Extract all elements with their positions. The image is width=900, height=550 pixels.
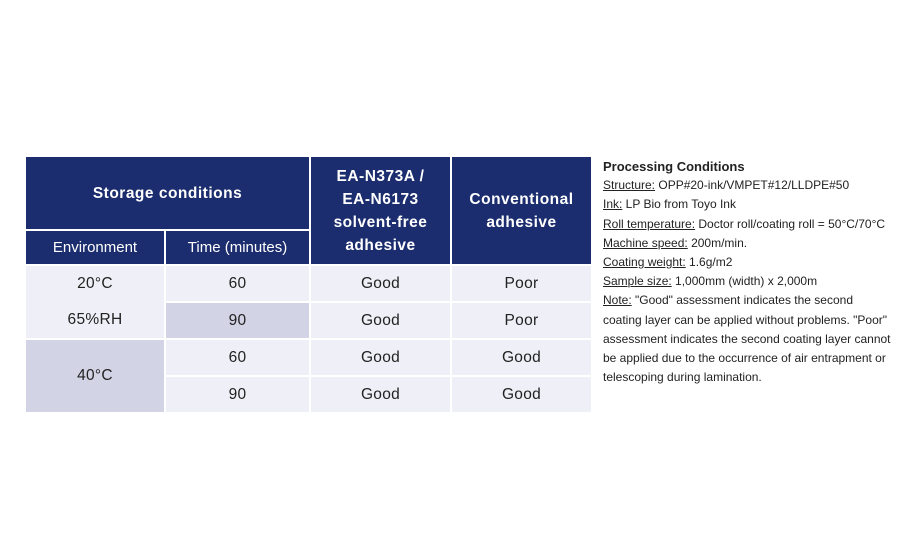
ink-value: LP Bio from Toyo Ink — [622, 197, 736, 212]
coating-weight-line — [603, 253, 893, 272]
sample-size-line — [603, 272, 893, 291]
environment-cell-40c: 40°C — [26, 340, 164, 412]
coating-weight-value: 1.6g/m2 — [685, 255, 733, 270]
product-header-line: adhesive — [345, 236, 416, 254]
time-cell: 60 — [166, 266, 309, 301]
conventional-result-cell: Good — [452, 377, 591, 412]
roll-temperature-line — [603, 215, 893, 234]
machine-speed-value: 200m/min. — [687, 235, 748, 250]
note-value: "Good" assessment indicates the second coating layer can be applied without problems. "Poor" assessment indicates the second coating layer cannot be applied due to the occurrence of air entrapment or telescoping during lamination. — [603, 293, 891, 385]
time-header: Time (minutes) — [166, 231, 309, 264]
conventional-result-cell: Good — [452, 340, 591, 375]
roll-temperature-value: Doctor roll/coating roll = 50°C/70°C — [695, 216, 886, 231]
note-line — [603, 291, 893, 387]
product-adhesive-header — [311, 157, 450, 264]
sample-size-value: 1,000mm (width) x 2,000m — [671, 274, 818, 289]
product-result-cell: Good — [311, 340, 450, 375]
note-label: Note: — [603, 293, 632, 308]
conventional-header-line: Conventional — [469, 190, 574, 208]
coating-weight-label: Coating weight: — [603, 255, 686, 270]
structure-value: OPP#20-ink/VMPET#12/LLDPE#50 — [655, 178, 850, 193]
time-cell: 60 — [166, 340, 309, 375]
environment-humidity: 65%RH — [67, 311, 123, 328]
environment-cell-20c — [26, 266, 164, 338]
product-header-line: EA-N373A / — [336, 167, 425, 185]
time-cell: 90 — [166, 303, 309, 338]
sample-size-label: Sample size: — [603, 274, 672, 289]
product-result-cell: Good — [311, 266, 450, 301]
machine-speed-label: Machine speed: — [603, 235, 688, 250]
product-header-line: solvent-free — [333, 213, 428, 231]
product-result-cell: Good — [311, 377, 450, 412]
machine-speed-line — [603, 234, 893, 253]
conventional-header-line: adhesive — [486, 213, 557, 231]
ink-label: Ink: — [603, 197, 623, 212]
time-cell: 90 — [166, 377, 309, 412]
structure-label: Structure: — [603, 178, 656, 193]
roll-temperature-label: Roll temperature: — [603, 216, 696, 231]
storage-conditions-header: Storage conditions — [26, 157, 309, 229]
product-result-cell: Good — [311, 303, 450, 338]
conventional-result-cell: Poor — [452, 266, 591, 301]
results-table — [24, 155, 593, 414]
ink-line — [603, 195, 893, 214]
product-header-line: EA-N6173 — [342, 190, 419, 208]
processing-conditions-panel — [603, 157, 893, 387]
processing-conditions-title: Processing Conditions — [603, 159, 745, 174]
conventional-result-cell: Poor — [452, 303, 591, 338]
conventional-adhesive-header — [452, 157, 591, 264]
structure-line — [603, 176, 893, 195]
environment-temp: 20°C — [77, 275, 113, 292]
environment-header: Environment — [26, 231, 164, 264]
